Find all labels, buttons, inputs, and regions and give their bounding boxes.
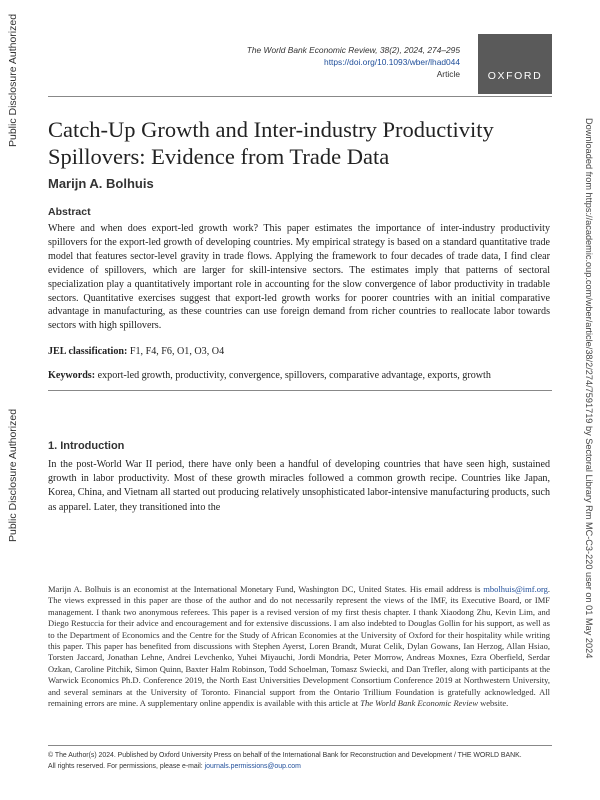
public-disclosure-stamp-bottom: Public Disclosure Authorized <box>7 408 19 542</box>
oxford-logo: OXFORD <box>478 34 552 94</box>
author-email-link[interactable]: mbolhuis@imf.org <box>483 584 548 594</box>
copyright-permissions-text: All rights reserved. For permissions, please e-mail: <box>48 762 205 770</box>
copyright-line1: © The Author(s) 2024. Published by Oxford University Press on behalf of the International Bank for Reconstruction and Development / THE WORLD BANK. <box>48 752 522 759</box>
jel-codes: F1, F4, F6, O1, O3, O4 <box>129 346 225 357</box>
public-disclosure-stamp-top: Public Disclosure Authorized <box>7 13 19 147</box>
author-name: Marijn A. Bolhuis <box>48 176 154 191</box>
download-watermark: Downloaded from https://academic.oup.com/wber/article/38/2/274/7591719 by Sectoral Library Rm MC-C3-220 user on 01 May 2024 <box>584 118 594 659</box>
doi-link[interactable]: https://doi.org/10.1093/wber/lhad044 <box>324 57 460 67</box>
keywords <box>48 370 550 381</box>
author-footnote <box>48 584 550 709</box>
permissions-email-link[interactable]: journals.permissions@oup.com <box>204 762 301 770</box>
article-header-meta <box>247 44 460 80</box>
footnote-journal-name: The World Bank Economic Review <box>360 698 478 709</box>
keywords-label: Keywords: <box>48 370 96 381</box>
keywords-list: export-led growth, productivity, convergence, spillovers, comparative advantage, exports, growth <box>97 370 491 381</box>
abstract-divider <box>48 390 552 391</box>
footnote-part1: Marijn A. Bolhuis is an economist at the International Monetary Fund, Washington DC, United States. His email address is <box>48 584 484 594</box>
introduction-text: In the post-World War II period, there have only been a handful of developing countries that have seen high, sustained growth in labor productivity. Most of these growth miracles followed a common growth recipe. Countries like Japan, Korea, China, and Vietnam all started out producing relatively unsophisticated labor-intensive manufacturing products, such as apparel. Later, they transitioned into the <box>48 459 550 513</box>
article-type: Article <box>436 69 460 79</box>
introduction-heading: 1. Introduction <box>48 440 125 452</box>
journal-citation: The World Bank Economic Review, 38(2), 2024, 274–295 <box>246 45 460 55</box>
copyright-notice <box>48 751 550 772</box>
header-divider <box>48 96 552 97</box>
copyright-line2 <box>48 762 550 773</box>
abstract-heading: Abstract <box>48 206 91 218</box>
abstract-text: Where and when does export-led growth work? This paper estimates the importance of inter-industry productivity spillovers for the export-led growth of developing countries. My empirical strategy is based on a standard quantitative trade model that features sector-level gravity in trade flows. Applying the framework to four decades of trade data, I find clear evidence of spillovers, which are larger for skill-intensive sectors. The estimates imply that patterns of sectoral specialization play a quantitatively important role in accounting for the slow convergence of labor productivity in tradable sectors. Quantitative exercises suggest that export-led growth works for poorer countries with an initial comparative advantage in manufacturing, as these countries can use foreign demand from richer countries to reallocate labor towards sectors with high spillovers. <box>48 223 550 332</box>
jel-label: JEL classification: <box>48 346 128 357</box>
footnote-part2: . The views expressed in this paper are those of the author and do not necessarily represent the views of the IMF, its Executive Board, or IMF management. I thank two anonymous referees. This paper is a revised version of my first thesis chapter. I thank Xiaodong Zhu, Kevin Lim, and Diego Restuccia for their advice and encouragement and for extensive discussions. I am also indebted to Douglas Gollin for his support, as well as to the Department of Economics and the Centre for the Study of African Economies at the University of Oxford for their hospitality while writing this paper. This paper has benefited from discussions with Stephen Ayerst, Loren Brandt, Murat Celik, Dylan Gowans, Ian Herzog, Allan Hsiao, Torsten Jaccard, Jonathan Lehne, Andrei Levchenko, Yuhei Miyauchi, Jordi Mondria, Peter Morrow, Andreas Moxnes, Ezra Oberfield, Serdar Ozkan, Caroline Pitchik, Simon Quinn, Baxter Halm Robinson, Todd Schoelman, Tomasz Swiecki, and Dan Trefler, along with participants at the Warwick Economics Ph.D. Conference 2019, the North East Universities Development Consortium Conference 2019 at Northwestern University, and several seminars at the University of Toronto. Financial support from the Ontario Trillium Foundation is gratefully acknowledged. All remaining errors are mine. A supplementary online appendix is available with this article at <box>48 584 550 709</box>
footer-divider <box>48 745 552 746</box>
jel-classification <box>48 346 550 357</box>
footnote-part3: website. <box>478 698 509 709</box>
paper-title: Catch-Up Growth and Inter-industry Productivity Spillovers: Evidence from Trade Data <box>48 117 494 169</box>
